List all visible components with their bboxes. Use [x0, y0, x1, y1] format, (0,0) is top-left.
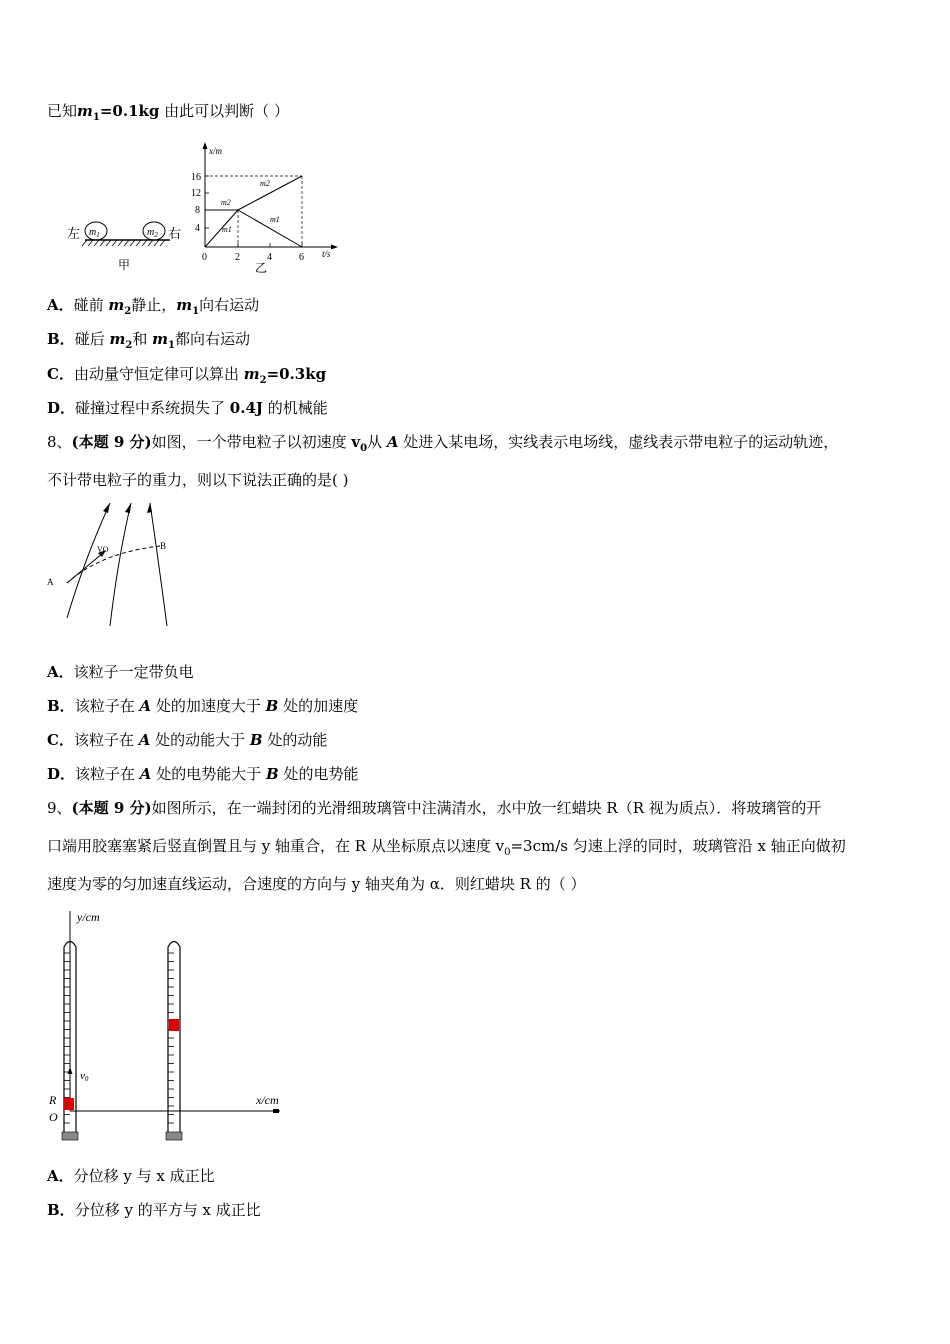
label-v0: VO — [97, 545, 109, 554]
option-label: D． — [47, 765, 76, 783]
v0-sub: 0 — [84, 1075, 89, 1083]
mass-sub: 1 — [192, 306, 200, 317]
q8-option-d — [47, 764, 358, 784]
stem-text: 速度为零的匀加速直线运动，合速度的方向与 y 轴夹角为 α．则红蜡块 R 的（ ） — [47, 875, 586, 893]
option-text: 由动量守恒定律可以算出 — [73, 365, 244, 383]
q8-stem-line1 — [47, 432, 838, 459]
option-label: C． — [47, 365, 74, 383]
option-value: =0.3kg — [266, 365, 327, 383]
jia-caption: 甲 — [118, 258, 131, 272]
option-text: 都向右运动 — [174, 330, 250, 348]
option-label: B． — [47, 1201, 75, 1219]
q7-intro-mass: m — [77, 102, 93, 120]
stem-text: 如图所示，在一端封闭的光滑细玻璃管中注满清水，水中放一红蜡块 R（R 视为质点）．将玻璃管的开 — [151, 799, 822, 817]
q7-option-c — [47, 364, 326, 391]
option-text: 向右运动 — [199, 296, 260, 314]
mass-symbol: m — [108, 296, 125, 314]
q7-figure-yi — [188, 132, 348, 277]
yi-caption: 乙 — [255, 261, 268, 275]
label-b: B — [160, 541, 167, 551]
ball-m1-label: m — [89, 227, 97, 238]
stem-text: 不计带电粒子的重力，则以下说法正确的是( ) — [47, 471, 349, 489]
yi-label-m2-before: m2 — [221, 198, 231, 207]
mass-symbol: m — [243, 365, 260, 383]
q7-intro — [47, 101, 289, 128]
point-symbol: A — [139, 697, 152, 715]
q9-option-b — [47, 1200, 261, 1220]
q8-option-a — [47, 662, 194, 682]
q7-figure-jia — [60, 140, 190, 275]
origin-label: O — [49, 1110, 58, 1124]
ball-m2-sub: 2 — [154, 231, 158, 239]
option-text: 分位移 y 的平方与 x 成正比 — [74, 1201, 261, 1219]
q8-stem-line2 — [47, 470, 348, 490]
q7-intro-text: 已知 — [47, 102, 78, 120]
option-text: 处的动能大于 — [150, 731, 250, 749]
mass-sub: 2 — [259, 375, 267, 386]
ytick-4: 4 — [195, 223, 200, 234]
yi-ylabel: x/m — [209, 146, 222, 156]
y-axis-label: y/cm — [77, 910, 100, 924]
option-label: A． — [47, 296, 74, 314]
svg-text:m2 — [147, 227, 158, 239]
q7-option-d — [47, 398, 328, 418]
stem-text: 从 — [367, 433, 387, 451]
option-text: 静止， — [131, 296, 177, 314]
yi-xlabel: t/s — [322, 249, 331, 259]
xtick-6: 6 — [299, 252, 304, 263]
option-text: 该粒子在 — [74, 697, 140, 715]
mass-sub: 2 — [124, 306, 132, 317]
option-label: A． — [47, 1167, 74, 1185]
ytick-16: 16 — [191, 172, 201, 183]
option-text: 的机械能 — [263, 399, 328, 417]
x-axis-label: x/cm — [256, 1093, 279, 1107]
question-number: 9、 — [47, 799, 72, 817]
wax-block-later — [169, 1019, 179, 1031]
stem-text: 处进入某电场，实线表示电场线，虚线表示带电粒子的运动轨迹， — [398, 433, 839, 451]
option-text: 处的动能 — [262, 731, 328, 749]
xtick-0: 0 — [202, 252, 207, 263]
question-score: (本题 9 分) — [71, 433, 152, 451]
velocity-sub: 0 — [504, 847, 511, 858]
stem-text: 口端用胶塞塞紧后竖直倒置且与 y 轴重合，在 R 从坐标原点以速度 v — [47, 837, 505, 855]
q9-option-a — [47, 1166, 215, 1186]
option-text: 处的电势能大于 — [151, 765, 266, 783]
option-text: 该粒子在 — [75, 765, 140, 783]
ball-m1-sub: 1 — [96, 231, 100, 239]
mass-sub: 2 — [125, 340, 133, 351]
option-text: 处的加速度大于 — [151, 697, 266, 715]
yi-label-m2-after: m2 — [260, 179, 270, 188]
xtick-4: 4 — [267, 252, 272, 263]
point-symbol: A — [138, 731, 151, 749]
right-label: 右 — [168, 226, 182, 241]
ytick-8: 8 — [195, 205, 200, 216]
option-text: 和 — [132, 330, 153, 348]
q8-field-figure — [40, 498, 180, 633]
option-text: 处的加速度 — [278, 697, 359, 715]
option-text: 分位移 y 与 x 成正比 — [73, 1167, 215, 1185]
stem-text: =3cm/s 匀速上浮的同时，玻璃管沿 x 轴正向做初 — [510, 837, 846, 855]
question-score: (本题 9 分) — [71, 799, 152, 817]
v0-label: v — [80, 1070, 85, 1082]
svg-text:v0 — [80, 1070, 89, 1083]
stem-text: 如图，一个带电粒子以初速度 — [151, 433, 352, 451]
option-text: 该粒子在 — [73, 731, 139, 749]
r-label: R — [49, 1093, 57, 1107]
velocity-sub: 0 — [360, 443, 368, 454]
question-number: 8、 — [47, 433, 72, 451]
mass-symbol: m — [152, 330, 168, 348]
point-a: A — [386, 433, 399, 451]
q7-intro-value: =0.1kg — [99, 102, 160, 120]
q7-intro-sub: 1 — [92, 112, 100, 123]
point-symbol: B — [265, 697, 279, 715]
velocity-symbol: v — [351, 433, 361, 451]
mass-symbol: m — [176, 296, 193, 314]
option-label: B． — [47, 330, 75, 348]
option-text: 该粒子一定带负电 — [73, 663, 194, 681]
option-label: A． — [47, 663, 74, 681]
option-label: D． — [47, 399, 76, 417]
option-text: 处的电势能 — [278, 765, 359, 783]
q8-option-c — [47, 730, 327, 750]
option-text: 碰后 — [74, 330, 110, 348]
mass-symbol: m — [109, 330, 126, 348]
ytick-12: 12 — [191, 188, 201, 199]
q9-stem-line1 — [47, 798, 821, 818]
option-text: 碰撞过程中系统损失了 — [75, 399, 230, 417]
q7-option-a — [47, 295, 259, 322]
point-symbol: B — [249, 731, 263, 749]
ball-m2-label: m — [147, 227, 155, 238]
point-symbol: B — [265, 765, 279, 783]
point-symbol: A — [139, 765, 152, 783]
q9-tube-figure — [40, 903, 300, 1148]
option-label: C． — [47, 731, 74, 749]
yi-label-m1-after: m1 — [270, 215, 280, 224]
wax-block-start — [64, 1098, 74, 1110]
q9-stem-line2 — [47, 836, 846, 863]
option-value: 0.4J — [229, 399, 263, 417]
option-text: 碰前 — [73, 296, 109, 314]
xtick-2: 2 — [235, 252, 240, 263]
mass-sub: 1 — [167, 340, 175, 351]
svg-text:m1 — [89, 227, 100, 239]
q9-stem-line3 — [47, 874, 586, 894]
label-a: A — [47, 577, 54, 587]
q7-intro-tail: 由此可以判断（ ） — [159, 102, 289, 120]
option-label: B． — [47, 697, 75, 715]
left-label: 左 — [67, 226, 81, 241]
yi-label-m1-before: m1 — [222, 225, 232, 234]
q8-option-b — [47, 696, 358, 716]
q7-option-b — [47, 329, 250, 356]
